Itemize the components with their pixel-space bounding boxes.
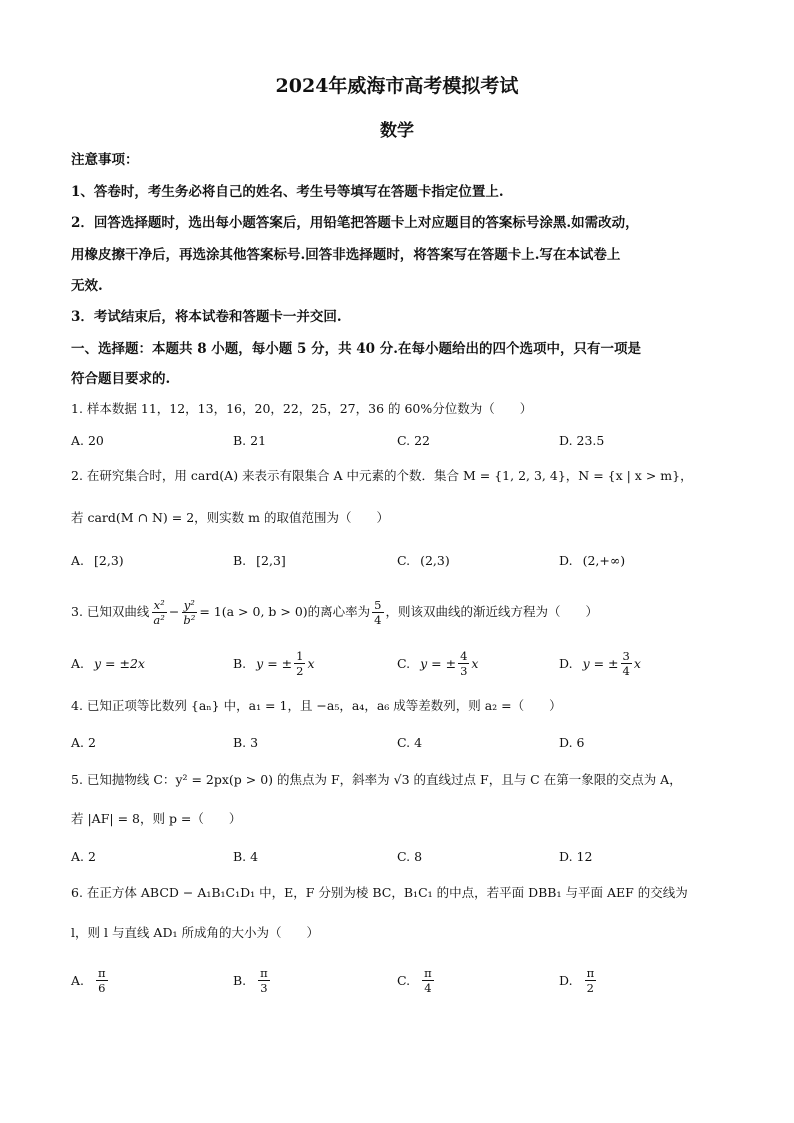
question-5-option-d: D. 12 xyxy=(559,848,593,864)
option-label: C. xyxy=(397,972,411,988)
question-3-stem-post: ，则该双曲线的渐近线方程为（ ） xyxy=(385,604,599,619)
notice-heading: 注意事项： xyxy=(71,152,139,168)
equation-rest: = 1(a > 0, b > 0) xyxy=(199,604,308,619)
minus-sign: − xyxy=(168,604,180,619)
numerator: x² xyxy=(153,597,165,612)
option-label: D. xyxy=(559,552,573,568)
question-1-option-b: B. 21 xyxy=(233,432,267,448)
numerator: π xyxy=(98,965,106,980)
eccentricity-fraction xyxy=(372,598,383,627)
option-fraction xyxy=(96,966,108,995)
question-3-option-a xyxy=(71,648,145,678)
question-4-option-b: B. 3 xyxy=(233,734,259,750)
numerator: 3 xyxy=(622,648,630,663)
question-6-option-c xyxy=(397,962,436,998)
denominator: 4 xyxy=(424,980,432,995)
denominator: 6 xyxy=(98,980,106,995)
question-5-option-c: C. 8 xyxy=(397,848,423,864)
option-value: y = ±2x xyxy=(94,655,145,671)
question-6-option-d xyxy=(559,962,598,998)
numerator: π xyxy=(260,965,268,980)
question-5-stem-line-1: 5. 已知抛物线 C：y² = 2px(p > 0) 的焦点为 F，斜率为 √3 的直线过点 F，且与 C 在第一象限的交点为 A， xyxy=(71,772,682,787)
fraction-x2-a2 xyxy=(151,598,166,627)
question-5-stem-line-2: 若 |AF| = 8，则 p =（ ） xyxy=(71,811,242,826)
question-2-option-d xyxy=(559,545,625,575)
question-2-option-a xyxy=(71,545,124,575)
numerator: 1 xyxy=(296,648,304,663)
numerator: π xyxy=(586,965,595,980)
option-fraction xyxy=(585,966,597,995)
option-suffix: x xyxy=(633,655,641,671)
denominator: 3 xyxy=(460,663,468,678)
option-label: B. xyxy=(233,552,247,568)
option-prefix: y = ± xyxy=(256,655,293,671)
question-6-options xyxy=(71,962,731,998)
question-2-option-b xyxy=(233,545,286,575)
option-label: B. xyxy=(233,972,247,988)
option-fraction xyxy=(294,649,305,678)
option-fraction xyxy=(621,649,632,678)
notice-item-1: 1、答卷时，考生务必将自己的姓名、考生号等填写在答题卡指定位置上. xyxy=(71,184,504,200)
option-label: D. xyxy=(559,972,573,988)
question-1-stem: 1. 样本数据 11，12，13，16，20，22，25，27，36 的 60%分位数为（ ） xyxy=(71,401,533,416)
question-3-stem-pre: 3. 已知双曲线 xyxy=(71,604,150,619)
numerator: 5 xyxy=(374,597,382,612)
option-label: A. xyxy=(71,552,85,568)
numerator: y² xyxy=(183,597,195,612)
option-label: D. xyxy=(559,655,573,671)
question-3-stem xyxy=(71,596,731,628)
question-5-option-a: A. 2 xyxy=(71,848,96,864)
question-2-options xyxy=(71,545,731,575)
denominator: 4 xyxy=(374,612,382,627)
question-4-option-c: C. 4 xyxy=(397,734,423,750)
exam-title: 2024年威海市高考模拟考试 xyxy=(275,75,519,97)
numerator: π xyxy=(424,965,432,980)
question-6-option-a xyxy=(71,962,110,998)
numerator: 4 xyxy=(460,648,468,663)
denominator: 4 xyxy=(622,663,630,678)
option-value: (2,+∞) xyxy=(582,552,626,568)
option-fraction xyxy=(458,649,469,678)
option-value: [2,3] xyxy=(256,552,286,568)
denominator: a² xyxy=(153,612,165,627)
question-3-options xyxy=(71,648,731,678)
question-2-stem-line-2: 若 card(M ∩ N) = 2，则实数 m 的取值范围为（ ） xyxy=(71,510,389,525)
question-3-option-d xyxy=(559,648,641,678)
question-5-option-b: B. 4 xyxy=(233,848,259,864)
section-heading-line-2: 符合题目要求的. xyxy=(71,371,171,387)
fraction-y2-b2 xyxy=(181,598,197,627)
question-4-stem: 4. 已知正项等比数列 {aₙ} 中，a₁ = 1，且 −a₅，a₄，a₆ 成等差数列，则 a₂ =（ ） xyxy=(71,698,562,713)
subject-title: 数学 xyxy=(380,121,414,141)
question-2-option-c xyxy=(397,545,450,575)
question-4-option-d: D. 6 xyxy=(559,734,585,750)
option-suffix: x xyxy=(307,655,315,671)
question-6-stem-line-1: 6. 在正方体 ABCD − A₁B₁C₁D₁ 中，E，F 分别为棱 BC，B₁C₁ 的中点，若平面 DBB₁ 与平面 AEF 的交线为 xyxy=(71,885,688,900)
option-label: B. xyxy=(233,655,247,671)
question-6-stem-line-2: l，则 l 与直线 AD₁ 所成角的大小为（ ） xyxy=(71,925,319,940)
option-value: [2,3) xyxy=(94,552,124,568)
notice-item-2-line-2: 用橡皮擦干净后，再选涂其他答案标号.回答非选择题时，将答案写在答题卡上.写在本试卷上 xyxy=(71,247,621,263)
question-4-options xyxy=(71,727,731,757)
question-3-option-c xyxy=(397,648,478,678)
option-prefix: y = ± xyxy=(420,655,457,671)
denominator: 2 xyxy=(296,663,304,678)
option-fraction xyxy=(422,966,434,995)
notice-item-3: 3．考试结束后，将本试卷和答题卡一并交回. xyxy=(71,309,342,325)
option-label: C. xyxy=(397,655,411,671)
question-1-option-d: D. 23.5 xyxy=(559,432,605,448)
option-fraction xyxy=(258,966,270,995)
option-label: A. xyxy=(71,655,85,671)
denominator: 3 xyxy=(260,980,268,995)
option-label: C. xyxy=(397,552,411,568)
question-5-options xyxy=(71,841,731,871)
option-label: A. xyxy=(71,972,85,988)
option-value: (2,3) xyxy=(420,552,450,568)
question-3-stem-mid: 的离心率为 xyxy=(307,604,371,619)
notice-item-2-line-1: 2．回答选择题时，选出每小题答案后，用铅笔把答题卡上对应题目的答案标号涂黑.如需改动， xyxy=(71,215,639,231)
question-1-option-c: C. 22 xyxy=(397,432,430,448)
question-6-option-b xyxy=(233,962,272,998)
notice-item-2-line-3: 无效. xyxy=(71,278,103,294)
question-1-option-a: A. 20 xyxy=(71,432,104,448)
question-2-stem-line-1: 2. 在研究集合时，用 card(A) 来表示有限集合 A 中元素的个数．集合 M = {1, 2, 3, 4}，N = {x | x > m}， xyxy=(71,468,693,483)
question-1-options xyxy=(71,425,731,455)
question-3-option-b xyxy=(233,648,315,678)
option-prefix: y = ± xyxy=(582,655,619,671)
denominator: 2 xyxy=(586,980,594,995)
option-suffix: x xyxy=(471,655,479,671)
question-4-option-a: A. 2 xyxy=(71,734,96,750)
section-heading-line-1: 一、选择题：本题共 8 小题，每小题 5 分，共 40 分.在每小题给出的四个选项中，只有一项是 xyxy=(71,341,641,357)
denominator: b² xyxy=(183,612,196,627)
